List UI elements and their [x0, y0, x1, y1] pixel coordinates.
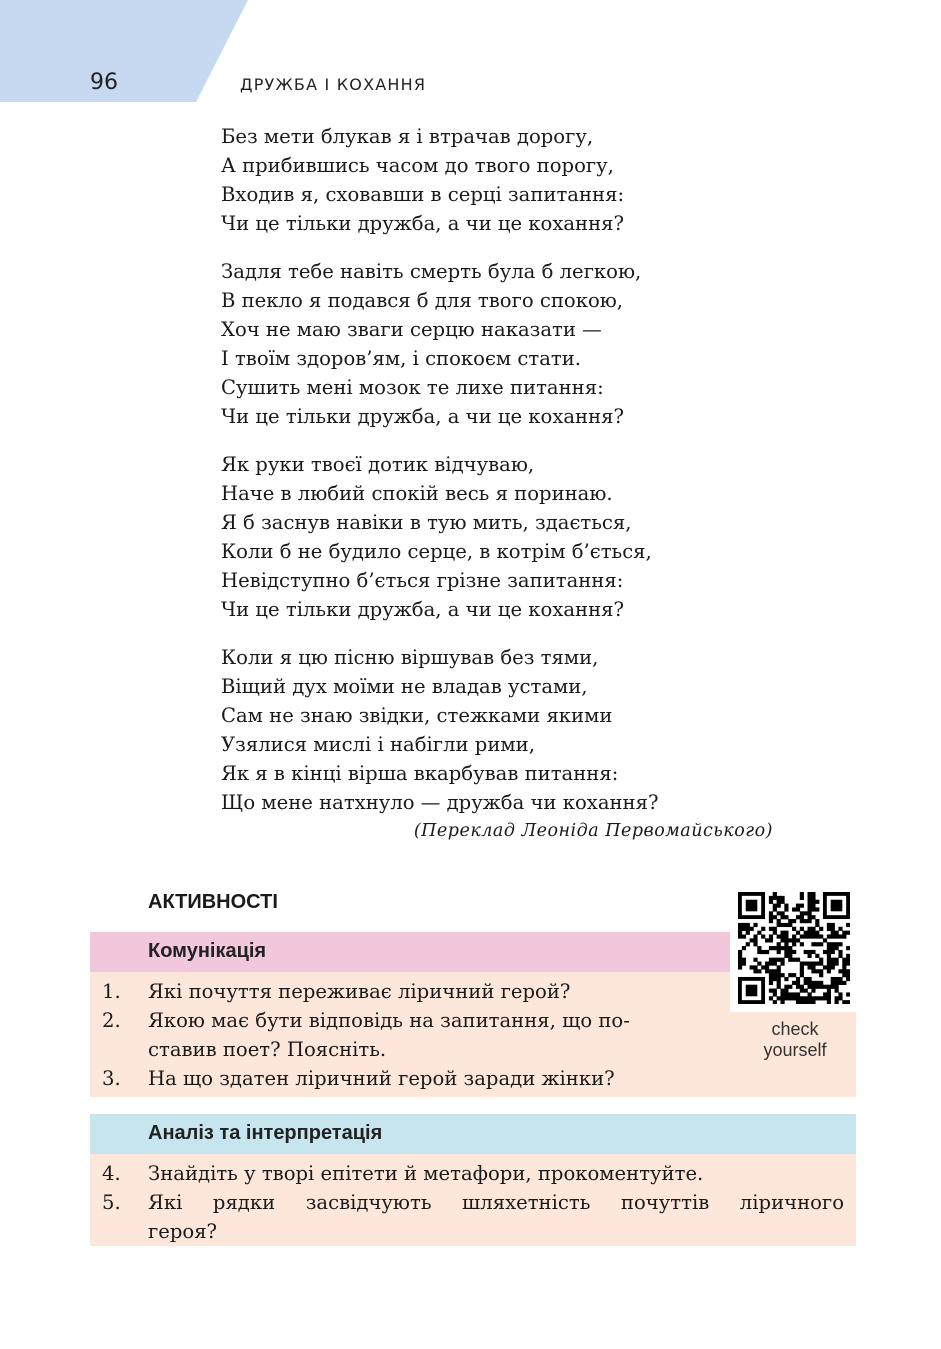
translator-credit: (Переклад Леоніда Первомайського) [413, 821, 773, 841]
stanza [221, 643, 821, 817]
question-line: На що здатен ліричний герой заради жінки? [148, 1067, 615, 1090]
poem-line: Як я в кінці вірша вкарбував питання: [221, 762, 619, 785]
communication-title: Комунікація [148, 940, 267, 962]
page-number: 96 [90, 70, 118, 95]
poem-line: Сушить мені мозок те лихе питання: [221, 376, 604, 399]
poem-line: А прибившись часом до твого порогу, [221, 154, 614, 177]
poem-line: Узялися мислі і набігли рими, [221, 733, 535, 756]
poem-line: Чи це тільки дружба, а чи це кохання? [221, 405, 625, 428]
qr-code-icon [738, 892, 850, 1004]
poem [221, 122, 821, 817]
question-line: ставив поет? Поясніть. [148, 1038, 387, 1061]
question-line: Якою має бути відповідь на запитання, що по- [148, 1009, 630, 1032]
question-number: 5. [102, 1191, 121, 1214]
poem-line: Коли б не будило серце, в котрім б’ється, [221, 540, 652, 563]
poem-line: Віщий дух моїми не владав устами, [221, 675, 588, 698]
poem-line: Хоч не маю зваги серцю наказати — [221, 318, 602, 341]
question-number: 1. [102, 980, 121, 1003]
question-number: 3. [102, 1067, 121, 1090]
question-line: Які почуття переживає ліричний герой? [148, 980, 571, 1003]
poem-line: Без мети блукав я і втрачав дорогу, [221, 125, 594, 148]
stanza [221, 122, 821, 238]
header-corner-shape [0, 0, 248, 102]
stanza [221, 257, 821, 431]
poem-line: Чи це тільки дружба, а чи це кохання? [221, 598, 625, 621]
stanza [221, 450, 821, 624]
question-text [148, 1006, 630, 1064]
poem-line: Задля тебе навіть смерть була б легкою, [221, 260, 642, 283]
qr-caption-line: check [771, 1019, 819, 1039]
poem-line: Входив я, сховавши в серці запитання: [221, 183, 625, 206]
poem-line: В пекло я подався б для твого спокою, [221, 289, 624, 312]
poem-line: Наче в любий спокій весь я поринаю. [221, 482, 613, 505]
poem-line: Як руки твоєї дотик відчуваю, [221, 453, 535, 476]
activities-heading: АКТИВНОСТІ [148, 891, 278, 913]
question-number: 4. [102, 1162, 121, 1185]
question-line: Знайдіть у творі епітети й метафори, прокоментуйте. [148, 1162, 704, 1185]
analysis-title: Аналіз та інтерпретація [148, 1122, 383, 1144]
poem-line: Я б заснув навіки в тую мить, здається, [221, 511, 632, 534]
question-text [148, 1064, 615, 1093]
running-head: ДРУЖБА І КОХАННЯ [240, 75, 427, 94]
poem-line: Чи це тільки дружба, а чи це кохання? [221, 212, 625, 235]
question-number: 2. [102, 1009, 121, 1032]
question-text [148, 977, 570, 1006]
analysis-header [90, 1114, 856, 1154]
analysis-questions [90, 1154, 856, 1246]
question-line: героя? [148, 1220, 218, 1243]
question-text [148, 1188, 844, 1246]
qr-code[interactable] [730, 886, 856, 1012]
poem-line: Сам не знаю звідки, стежками якими [221, 704, 613, 727]
poem-line: І твоїм здоров’ям, і спокоєм стати. [221, 347, 582, 370]
qr-caption-line: yourself [763, 1040, 827, 1060]
poem-line: Що мене натхнуло — дружба чи кохання? [221, 791, 659, 814]
qr-caption [744, 1019, 846, 1061]
poem-line: Коли я цю пісню віршував без тями, [221, 646, 599, 669]
poem-line: Невідступно б’ється грізне запитання: [221, 569, 624, 592]
communication-header [90, 932, 730, 972]
question-line: Які рядки засвідчують шляхетність почуттів ліричного [148, 1191, 844, 1214]
question-text [148, 1159, 703, 1188]
